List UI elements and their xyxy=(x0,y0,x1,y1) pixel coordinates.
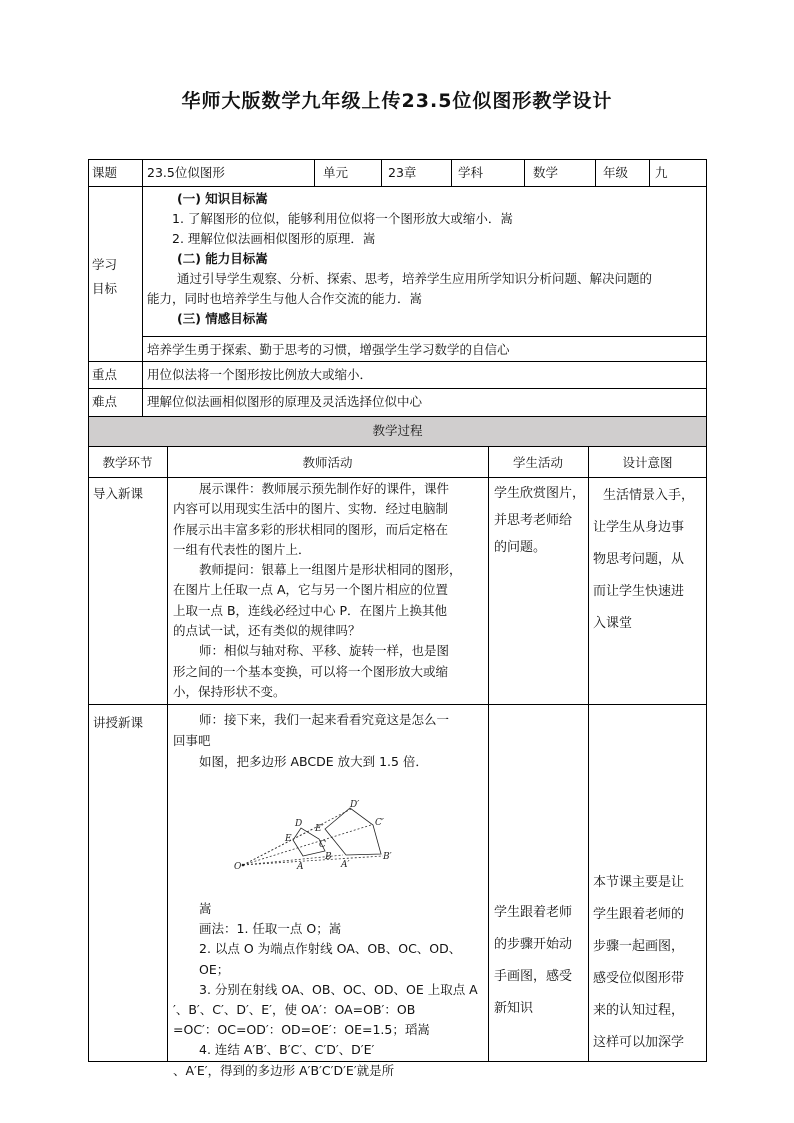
teacher-intro-line: 上取一点 B，连线必经过中心 P．在图片上换其他 xyxy=(173,602,448,618)
teacher-teach-line: 画法：1. 任取一点 O；嵩 xyxy=(199,921,342,937)
teacher-teach-line: 回事吧 xyxy=(173,733,211,748)
label-e-prime: E′ xyxy=(315,824,324,834)
teacher-teach-line: 3. 分别在射线 OA、OB、OC、OD、OE 上取点 A xyxy=(199,981,478,997)
goals-label-2: 目标 xyxy=(92,281,118,296)
goals-label-1: 学习 xyxy=(92,257,118,272)
subject-label: 学科 xyxy=(458,165,484,180)
design-intent-intro xyxy=(593,480,707,640)
teacher-activity-teach-top xyxy=(173,709,485,772)
intent-intro-line: 入课堂 xyxy=(593,616,633,631)
student-teach-line: 新知识 xyxy=(494,1001,534,1016)
intent-teach-line: 感受位似图形带 xyxy=(593,971,685,986)
label-d: D xyxy=(295,819,303,829)
teacher-intro-line: 作展示出丰富多彩的形状相同的图形，而后定格在 xyxy=(173,521,449,537)
ability-text-1: 通过引导学生观察、分析、探索、思考，培养学生应用所学知识分析问题、解决问题的 xyxy=(177,271,653,286)
intent-intro-line: 物思考问题，从 xyxy=(593,552,685,567)
student-intro-line: 并思考老师给 xyxy=(494,513,573,528)
teacher-intro-line: 的点试一试，还有类似的规律吗？ xyxy=(173,623,361,639)
teacher-intro-line: 在图片上任取一点 A，它与另一个图片相应的位置 xyxy=(173,582,449,598)
teacher-intro-line: 形之间的一个基本变换，可以将一个图形放大或缩 xyxy=(173,663,449,679)
student-intro-line: 学生欣赏图片， xyxy=(494,486,586,501)
intent-teach-line: 来的认知过程， xyxy=(593,1003,685,1018)
column-stage: 教学环节 xyxy=(102,455,153,470)
teacher-intro-line: 一组有代表性的图片上． xyxy=(173,541,311,557)
teacher-teach-line: 师：接下来，我们一起来看看究竟这是怎么一 xyxy=(199,712,450,727)
teacher-teach-line: 4. 连结 A′B′、B′C′、C′D′、D′E′ xyxy=(199,1042,375,1058)
student-teach-line: 手画图，感受 xyxy=(494,969,573,984)
intent-intro-line: 让学生从身边事 xyxy=(593,520,685,535)
emotion-text: 培养学生勇于探索、勤于思考的习惯，增强学生学习数学的自信心 xyxy=(147,342,510,357)
teacher-activity-teach-bottom xyxy=(173,899,485,1081)
teacher-intro-line: 内容可以用现实生活中的图片、实物．经过电脑制 xyxy=(173,501,449,517)
course-label: 课题 xyxy=(92,165,118,180)
unit-label: 单元 xyxy=(323,165,349,180)
teacher-teach-line: ′、B′、C′、D′、E′，使 OA′：OA=OB′：OB xyxy=(173,1002,416,1018)
intent-intro-line: 而让学生快速进 xyxy=(593,584,685,599)
course-value: 23.5位似图形 xyxy=(147,165,225,180)
difficulty-label: 难点 xyxy=(92,394,118,409)
teacher-activity-intro xyxy=(173,479,485,702)
goals-content xyxy=(147,189,702,329)
label-d-prime: D′ xyxy=(350,800,360,810)
label-e: E xyxy=(285,834,292,844)
label-a: A xyxy=(297,862,304,872)
teacher-teach-line: 2. 以点 O 为端点作射线 OA、OB、OC、OD、OE； xyxy=(199,941,462,977)
intent-teach-line: 步骤一起画图， xyxy=(593,939,685,954)
label-o: O xyxy=(234,862,242,872)
document-title: 华师大版数学九年级上传23.5位似图形教学设计 xyxy=(181,90,613,112)
label-c: C xyxy=(319,840,326,850)
key-point-label: 重点 xyxy=(92,367,118,382)
student-activity-teach xyxy=(494,897,588,1025)
knowledge-title: (一) 知识目标嵩 xyxy=(177,191,268,206)
homothety-figure xyxy=(233,799,393,879)
teacher-intro-line: 教师提问：银幕上一组图片是形状相同的图形， xyxy=(199,562,462,578)
design-intent-teach xyxy=(593,867,707,1059)
emotion-title: (三) 情感目标嵩 xyxy=(177,311,268,326)
process-header: 教学过程 xyxy=(372,423,423,438)
grade-value: 九 xyxy=(655,165,668,180)
knowledge-item-1: 1. 了解图形的位似，能够利用位似将一个图形放大或缩小．嵩 xyxy=(172,211,513,226)
intent-teach-line: 学生跟着老师的 xyxy=(593,907,685,922)
label-a-prime: A′ xyxy=(341,860,350,870)
student-teach-line: 学生跟着老师 xyxy=(494,905,573,920)
teacher-intro-line: 小，保持形状不变。 xyxy=(173,683,286,699)
subject-value: 数学 xyxy=(533,165,559,180)
student-teach-line: 的步骤开始动 xyxy=(494,937,573,952)
knowledge-item-2: 2. 理解位似法画相似图形的原理．嵩 xyxy=(172,231,376,246)
label-b-prime: B′ xyxy=(383,852,392,862)
teacher-intro-line: 师：相似与轴对称、平移、旋转一样，也是图 xyxy=(199,643,450,659)
label-c-prime: C′ xyxy=(375,818,384,828)
stage-teach: 讲授新课 xyxy=(93,715,144,730)
ability-title: (二) 能力目标嵩 xyxy=(177,251,268,266)
intent-intro-line: 生活情景入手， xyxy=(603,488,695,503)
column-teacher: 教师活动 xyxy=(302,455,353,470)
teacher-teach-line: =OC′：OC=OD′：OD=OE′：OE=1.5；瑫嵩 xyxy=(173,1022,430,1038)
student-intro-line: 的问题。 xyxy=(494,540,547,555)
lesson-plan-table xyxy=(88,159,707,1078)
grade-label: 年级 xyxy=(603,165,629,180)
difficulty-text: 理解位似法画相似图形的原理及灵活选择位似中心 xyxy=(147,394,423,409)
ability-text-2: 能力，同时也培养学生与他人合作交流的能力．嵩 xyxy=(147,291,423,306)
column-student: 学生活动 xyxy=(512,455,563,470)
student-activity-intro xyxy=(494,480,588,561)
unit-value: 23章 xyxy=(388,165,417,180)
teacher-teach-line: 嵩 xyxy=(199,901,212,916)
label-b: B xyxy=(325,852,332,862)
column-intent: 设计意图 xyxy=(622,455,673,470)
teacher-teach-line: 、A′E′，得到的多边形 A′B′C′D′E′就是所 xyxy=(173,1062,395,1078)
intent-teach-line: 本节课主要是让 xyxy=(593,875,685,890)
teacher-intro-line: 展示课件：教师展示预先制作好的课件，课件 xyxy=(199,481,450,496)
intent-teach-line: 这样可以加深学 xyxy=(593,1035,685,1050)
stage-intro: 导入新课 xyxy=(93,486,144,501)
teacher-teach-line: 如图，把多边形 ABCDE 放大到 1.5 倍． xyxy=(199,754,428,769)
key-point-text: 用位似法将一个图形按比例放大或缩小． xyxy=(147,367,373,382)
